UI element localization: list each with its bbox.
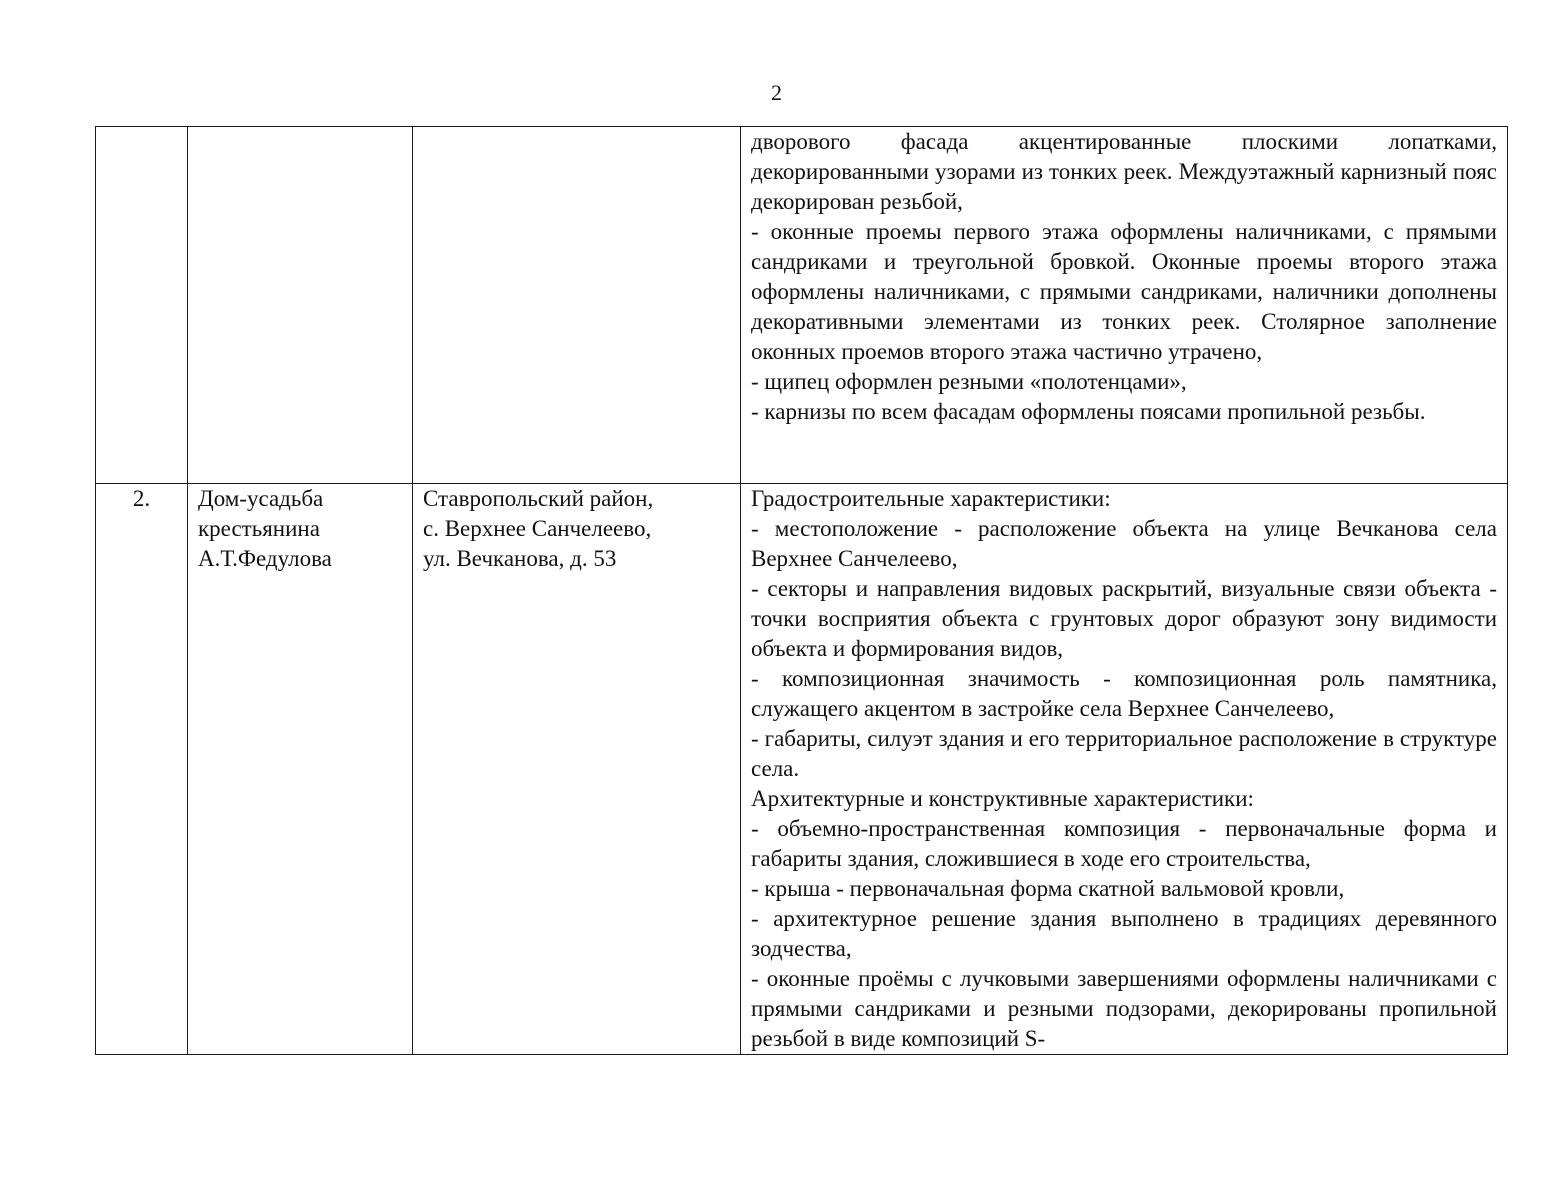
object-description-cell — [741, 127, 1508, 484]
object-description-cell — [741, 484, 1508, 1055]
description-paragraph: - архитектурное решение здания выполнено в традициях деревянного зодчества, — [751, 906, 1497, 961]
description-paragraph: - габариты, силуэт здания и его территориальное расположение в структуре села. — [751, 726, 1497, 781]
page-number: 2 — [771, 80, 782, 105]
description-paragraph: дворового фасада акцентированные плоскими лопатками, декорированными узорами из тонких реек. Междуэтажный карнизный пояс декорирован резьбой, — [751, 129, 1497, 214]
object-name-line: Дом-усадьба — [198, 486, 324, 511]
object-name-line: А.Т.Федулова — [198, 546, 332, 571]
object-address-line: Ставропольский район, — [423, 486, 654, 511]
description-paragraph: - крыша - первоначальная форма скатной вальмовой кровли, — [751, 876, 1345, 901]
description-paragraph: - щипец оформлен резными «полотенцами», — [751, 369, 1187, 394]
object-name-cell — [188, 127, 413, 484]
description-paragraph: - оконные проемы первого этажа оформлены наличниками, с прямыми сандриками и треугольной бровкой. Оконные проемы второго этажа оформлены наличниками, с прямыми сандриками, наличники дополнены декоративными элементами из тонких реек. Столярное заполнение оконных проемов второго этажа частично утрачено, — [751, 219, 1497, 364]
object-address-cell — [413, 127, 741, 484]
object-name-cell — [188, 484, 413, 1055]
heritage-register-table — [95, 126, 1508, 1055]
table-row — [96, 127, 1508, 484]
object-address-line: ул. Вечканова, д. 53 — [423, 546, 617, 571]
description-paragraph: Градостроительные характеристики: — [751, 486, 1111, 511]
description-paragraph: - оконные проёмы с лучковыми завершениями оформлены наличниками с прямыми сандриками и резными подзорами, декорированы пропильной резьбой в виде композиций S- — [751, 966, 1497, 1051]
description-paragraph: - объемно-пространственная композиция - первоначальные форма и габариты здания, сложившиеся в ходе его строительства, — [751, 816, 1497, 871]
object-address-line: с. Верхнее Санчелеево, — [423, 516, 652, 541]
row-number-cell — [96, 127, 188, 484]
description-paragraph: Архитектурные и конструктивные характеристики: — [751, 786, 1254, 811]
description-paragraph: - местоположение - расположение объекта на улице Вечканова села Верхнее Санчелеево, — [751, 516, 1497, 571]
description-paragraph: - композиционная значимость - композиционная роль памятника, служащего акцентом в застройке села Верхнее Санчелеево, — [751, 666, 1497, 721]
description-paragraph: - секторы и направления видовых раскрытий, визуальные связи объекта - точки восприятия объекта с грунтовых дорог образуют зону видимости объекта и формирования видов, — [751, 576, 1497, 661]
table-row — [96, 484, 1508, 1055]
object-name-line: крестьянина — [198, 516, 320, 541]
row-number-cell: 2. — [96, 484, 188, 1055]
description-paragraph: - карнизы по всем фасадам оформлены поясами пропильной резьбы. — [751, 399, 1426, 424]
object-address-cell — [413, 484, 741, 1055]
